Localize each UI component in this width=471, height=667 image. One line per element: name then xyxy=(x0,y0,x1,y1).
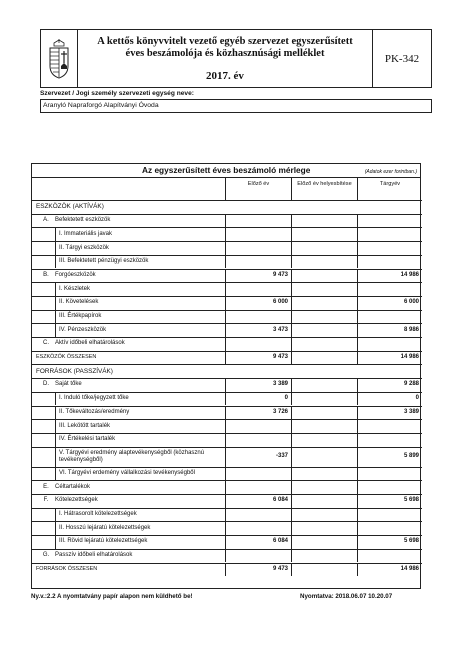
section-heading: ESZKÖZÖK (AKTÍVÁK) xyxy=(36,203,104,211)
label-indent-divider xyxy=(55,241,56,255)
column-divider xyxy=(357,351,358,365)
total-row-label: ESZKÖZÖK ÖSSZESEN xyxy=(36,354,97,360)
column-header-current-year: Tárgyév xyxy=(357,178,422,200)
crest-cell xyxy=(41,30,78,87)
label-indent-divider xyxy=(55,521,56,535)
column-divider xyxy=(357,392,358,406)
current-year-value[interactable]: 5 698 xyxy=(403,538,419,545)
column-divider xyxy=(225,467,226,481)
label-indent-divider xyxy=(55,310,56,324)
column-divider xyxy=(225,323,226,337)
column-divider xyxy=(357,521,358,535)
row-divider xyxy=(32,535,422,536)
row-divider xyxy=(32,480,422,481)
organization-name-field[interactable]: Aranyló Napraforgó Alapítványi Óvoda xyxy=(40,99,432,113)
column-divider xyxy=(225,406,226,420)
column-divider xyxy=(291,467,292,481)
column-divider xyxy=(225,337,226,351)
column-divider xyxy=(225,241,226,255)
column-divider xyxy=(357,419,358,433)
label-indent-divider xyxy=(55,467,56,481)
label-indent-divider xyxy=(55,296,56,310)
row-divider xyxy=(32,337,422,338)
balance-sheet-table xyxy=(31,163,421,589)
group-row-label: Céltartalékok xyxy=(55,483,91,490)
row-divider xyxy=(32,467,422,468)
column-divider xyxy=(291,255,292,269)
current-year-value[interactable]: 0 xyxy=(415,395,419,402)
item-row-label: III. Értékpapírok xyxy=(59,312,102,319)
label-indent-divider xyxy=(55,508,56,522)
item-row-label: I. Készletek xyxy=(59,285,91,292)
row-code: C. xyxy=(43,340,49,347)
column-divider xyxy=(291,508,292,522)
item-row-label: II. Tárgyi eszközök xyxy=(59,244,109,251)
column-divider xyxy=(225,480,226,494)
column-divider xyxy=(291,406,292,420)
row-divider xyxy=(32,227,422,228)
header-divider xyxy=(32,200,422,201)
row-divider xyxy=(32,241,422,242)
row-divider xyxy=(32,351,422,352)
column-divider xyxy=(357,282,358,296)
column-divider xyxy=(357,467,358,481)
column-divider xyxy=(291,447,292,467)
column-divider xyxy=(357,214,358,228)
row-code: D. xyxy=(43,381,49,388)
item-row-label: I. Hátrasorolt kötelezettségek xyxy=(59,511,137,517)
label-indent-divider xyxy=(55,433,56,447)
column-divider xyxy=(225,447,226,467)
unit-note: (Adatok ezer forintban.) xyxy=(364,169,417,175)
prev-year-value[interactable]: 9 473 xyxy=(272,271,288,278)
form-title-line1: A kettős könyvvitelt vezető egyéb szervezet egyszerűsített xyxy=(97,35,353,47)
form-code: PK-342 xyxy=(384,52,420,65)
item-row-label: IV. Pénzeszközök xyxy=(59,326,107,333)
column-divider xyxy=(291,480,292,494)
row-divider xyxy=(32,494,422,495)
column-divider xyxy=(291,433,292,447)
column-divider xyxy=(291,310,292,324)
label-indent-divider xyxy=(55,447,56,467)
item-row-label: I. Immateriális javak xyxy=(59,230,113,237)
label-indent-divider xyxy=(55,419,56,433)
footer-print-date: Nyomtatva: 2018.06.07 10.20.07 xyxy=(300,593,393,600)
label-indent-divider xyxy=(55,255,56,269)
item-row-label: IV. Értékelési tartalék xyxy=(59,436,116,443)
column-divider xyxy=(225,419,226,433)
column-divider xyxy=(357,494,358,508)
column-divider xyxy=(357,508,358,522)
column-divider xyxy=(291,535,292,549)
label-indent-divider xyxy=(55,535,56,549)
column-divider xyxy=(357,433,358,447)
row-code: E. xyxy=(43,483,49,490)
row-divider xyxy=(32,392,422,393)
row-divider xyxy=(32,433,422,434)
column-divider xyxy=(291,269,292,283)
prev-year-value[interactable]: 3 726 xyxy=(272,408,288,415)
column-divider xyxy=(291,282,292,296)
prev-year-value[interactable]: 6 084 xyxy=(272,538,288,545)
item-row-label: II. Követelések xyxy=(59,299,99,306)
current-year-value[interactable]: 6 000 xyxy=(403,299,419,306)
row-code: B. xyxy=(43,271,49,278)
column-divider xyxy=(291,392,292,406)
row-divider xyxy=(32,269,422,270)
group-row-label: Aktív időbeli elhatárolások xyxy=(55,340,125,347)
column-divider xyxy=(291,241,292,255)
column-divider xyxy=(225,310,226,324)
column-divider xyxy=(225,508,226,522)
column-divider xyxy=(225,282,226,296)
form-title-line2: éves beszámolója és közhasznúsági melléklet xyxy=(125,47,325,59)
column-divider xyxy=(357,296,358,310)
label-indent-divider xyxy=(55,282,56,296)
current-year-value[interactable]: 5 899 xyxy=(403,453,419,460)
prev-year-value[interactable]: 0 xyxy=(284,395,288,402)
row-divider xyxy=(32,364,422,365)
column-divider xyxy=(225,214,226,228)
row-code: F. xyxy=(43,497,49,504)
prev-year-value[interactable]: 3 473 xyxy=(272,326,288,333)
form-year: 2017. év xyxy=(206,69,244,82)
current-year-value[interactable]: 3 389 xyxy=(403,408,419,415)
item-row-label: V. Tárgyévi eredmény alaptevékenységből (közhasznú tevékenységből) xyxy=(59,449,205,463)
column-divider xyxy=(225,535,226,549)
column-divider xyxy=(291,351,292,365)
column-divider xyxy=(357,241,358,255)
current-year-value[interactable]: 9 288 xyxy=(403,381,419,388)
column-divider xyxy=(225,351,226,365)
column-divider xyxy=(291,563,292,577)
column-divider xyxy=(291,494,292,508)
group-row-label: Forgóeszközök xyxy=(55,271,96,278)
column-divider xyxy=(357,269,358,283)
column-divider xyxy=(291,419,292,433)
footer-version-note: Ny.v.:2.2 A nyomtatvány papír alapon nem küldhető be! xyxy=(31,593,193,600)
current-year-value[interactable]: 14 986 xyxy=(400,271,419,278)
row-divider xyxy=(32,521,422,522)
prev-year-value[interactable]: 3 389 xyxy=(272,381,288,388)
column-divider xyxy=(225,521,226,535)
row-divider xyxy=(32,549,422,550)
column-divider xyxy=(357,337,358,351)
column-divider xyxy=(225,269,226,283)
group-row-label: Saját tőke xyxy=(55,381,82,388)
section-heading: FORRÁSOK (PASSZÍVÁK) xyxy=(36,367,113,375)
label-indent-divider xyxy=(55,227,56,241)
total-current-year-value: 14 986 xyxy=(400,565,419,572)
column-divider xyxy=(225,296,226,310)
column-divider xyxy=(291,521,292,535)
item-row-label: III. Rövid lejáratú kötelezettségek xyxy=(59,538,148,545)
balance-sheet-title: Az egyszerűsített éves beszámoló mérlege xyxy=(142,165,311,175)
column-divider xyxy=(291,337,292,351)
item-row-label: II. Hosszú lejáratú kötelezettségek xyxy=(59,524,151,531)
form-header xyxy=(40,29,432,88)
row-divider xyxy=(32,323,422,324)
prev-year-value[interactable]: 6 000 xyxy=(272,299,288,306)
column-divider xyxy=(357,323,358,337)
label-indent-divider xyxy=(55,323,56,337)
balance-sheet-title-bar xyxy=(32,164,420,178)
prev-year-value[interactable]: 6 084 xyxy=(272,497,288,504)
row-divider xyxy=(32,296,422,297)
column-divider xyxy=(357,549,358,563)
column-divider xyxy=(357,255,358,269)
column-divider xyxy=(357,535,358,549)
row-divider xyxy=(32,214,422,215)
column-divider xyxy=(225,227,226,241)
column-divider xyxy=(291,227,292,241)
total-prev-year-value: 9 473 xyxy=(272,565,288,572)
column-divider xyxy=(291,214,292,228)
group-row-label: Kötelezettségek xyxy=(55,497,98,504)
column-divider xyxy=(225,378,226,392)
column-divider xyxy=(357,563,358,577)
current-year-value[interactable]: 8 986 xyxy=(403,326,419,333)
item-row-label: I. Induló tőke/jegyzett tőke xyxy=(59,395,129,402)
row-code: A. xyxy=(43,217,49,224)
total-current-year-value: 14 986 xyxy=(400,354,419,360)
row-divider xyxy=(32,508,422,509)
item-row-label: VI. Tárgyévi erdemény vállalkozási tevékenységből xyxy=(59,469,195,476)
row-divider xyxy=(32,282,422,283)
row-divider xyxy=(32,419,422,420)
current-year-value[interactable]: 5 698 xyxy=(403,497,419,504)
column-header-prev-correction: Előző év helyesbítése xyxy=(291,178,357,200)
column-divider xyxy=(291,549,292,563)
group-row-label: Befektetett eszközök xyxy=(55,217,111,224)
label-indent-divider xyxy=(55,406,56,420)
prev-year-value[interactable]: -337 xyxy=(275,453,288,460)
column-divider xyxy=(225,255,226,269)
column-divider xyxy=(225,494,226,508)
label-indent-divider xyxy=(55,392,56,406)
column-header-prev-year: Előző év xyxy=(225,178,291,200)
row-divider xyxy=(32,406,422,407)
total-prev-year-value: 9 473 xyxy=(272,354,288,360)
column-divider xyxy=(291,378,292,392)
coat-of-arms-icon xyxy=(47,39,71,79)
row-divider xyxy=(32,310,422,311)
column-divider xyxy=(357,480,358,494)
group-row-label: Passzív időbeli elhatárolások xyxy=(55,552,133,559)
row-divider xyxy=(32,255,422,256)
form-title-block xyxy=(78,30,373,87)
column-divider xyxy=(357,447,358,467)
row-divider xyxy=(32,378,422,379)
item-row-label: II. Tőkeváltozás/eredmény xyxy=(59,408,130,415)
column-divider xyxy=(357,378,358,392)
item-row-label: III. Befektetett pénzügyi eszközök xyxy=(59,258,149,265)
row-divider xyxy=(32,563,422,564)
column-divider xyxy=(357,406,358,420)
column-divider xyxy=(291,323,292,337)
row-code: G. xyxy=(42,552,50,559)
column-divider xyxy=(291,296,292,310)
column-divider xyxy=(225,433,226,447)
column-divider xyxy=(225,392,226,406)
column-divider xyxy=(225,563,226,577)
organization-label: Szervezet / Jogi személy szervezeti egység neve: xyxy=(40,90,194,97)
row-divider xyxy=(32,447,422,448)
column-divider xyxy=(357,310,358,324)
item-row-label: III. Lekötött tartalék xyxy=(59,422,111,429)
column-divider xyxy=(357,227,358,241)
total-row-label: FORRÁSOK ÖSSZESEN xyxy=(36,565,98,572)
column-divider xyxy=(225,549,226,563)
